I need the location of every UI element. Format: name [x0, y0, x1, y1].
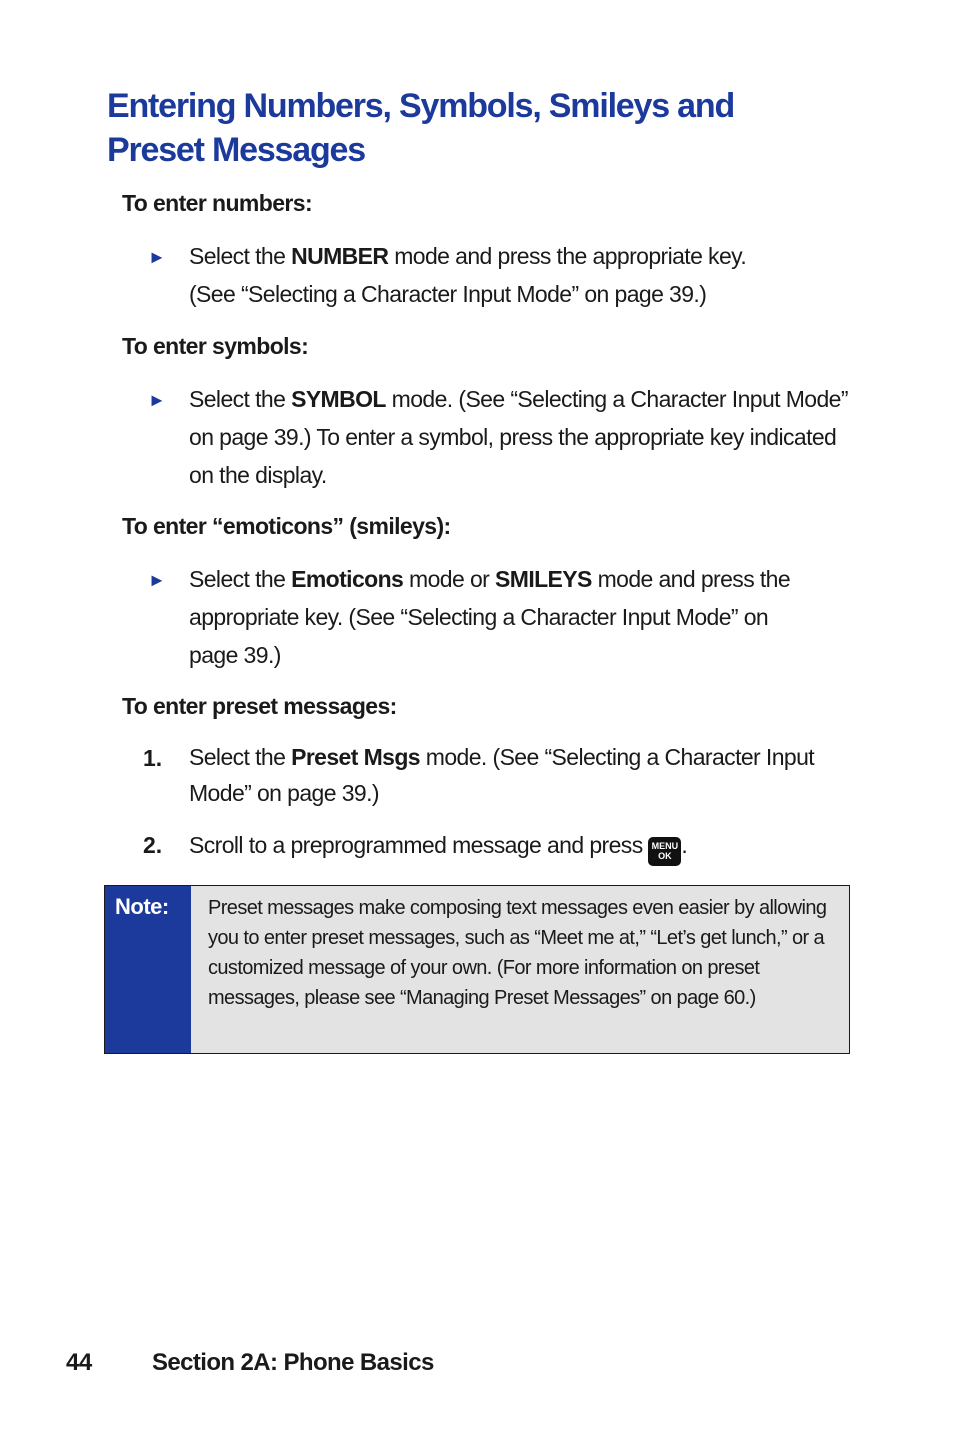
smileys-mode-label: SMILEYS: [495, 566, 592, 592]
number-mode-label: NUMBER: [291, 243, 389, 269]
bullet-arrow-icon: ►: [148, 390, 166, 410]
footer-section-title: Section 2A: Phone Basics: [152, 1349, 434, 1376]
heading-numbers: To enter numbers:: [122, 190, 313, 216]
emoticons-mode-label: Emoticons: [291, 566, 404, 592]
page-title: Entering Numbers, Symbols, Smileys and Preset Messages: [107, 87, 735, 169]
bullet-arrow-icon: ►: [148, 570, 166, 590]
heading-smileys: To enter “emoticons” (smileys):: [122, 513, 451, 539]
note-box: [104, 885, 850, 1054]
page-number: 44: [66, 1349, 92, 1376]
menu-ok-key-icon: MENU OK: [648, 837, 681, 866]
preset-step-1: Select the Preset Msgs mode. (See “Selecting a Character Input Mode” on page 39.): [189, 744, 815, 806]
smileys-instruction: Select the Emoticons mode or SMILEYS mode and press the appropriate key. (See “Selecting a Character Input Mode” on page 39.): [189, 566, 791, 668]
heading-preset: To enter preset messages:: [122, 693, 397, 719]
preset-msgs-mode-label: Preset Msgs: [291, 744, 420, 770]
heading-symbols: To enter symbols:: [122, 333, 309, 359]
note-text: Preset messages make composing text messages even easier by allowing you to enter preset messages, such as “Meet me at,” “Let’s get lunch,” or a customized message of your own. (For more information on preset messages, please see “Managing Preset Messages” on page 60.): [208, 897, 827, 1009]
step-number-2: 2.: [143, 832, 163, 858]
preset-step-2: Scroll to a preprogrammed message and press MENU OK .: [189, 826, 849, 866]
note-label: Note:: [105, 886, 191, 1053]
symbols-instruction: Select the SYMBOL mode. (See “Selecting a Character Input Mode” on page 39.) To enter a symbol, press the appropriate key indicated on the display.: [189, 386, 848, 488]
step-number-1: 1.: [143, 745, 163, 771]
symbol-mode-label: SYMBOL: [291, 386, 386, 412]
numbers-instruction: Select the NUMBER mode and press the appropriate key. (See “Selecting a Character Input Mode” on page 39.): [189, 243, 747, 307]
bullet-arrow-icon: ►: [148, 247, 166, 267]
